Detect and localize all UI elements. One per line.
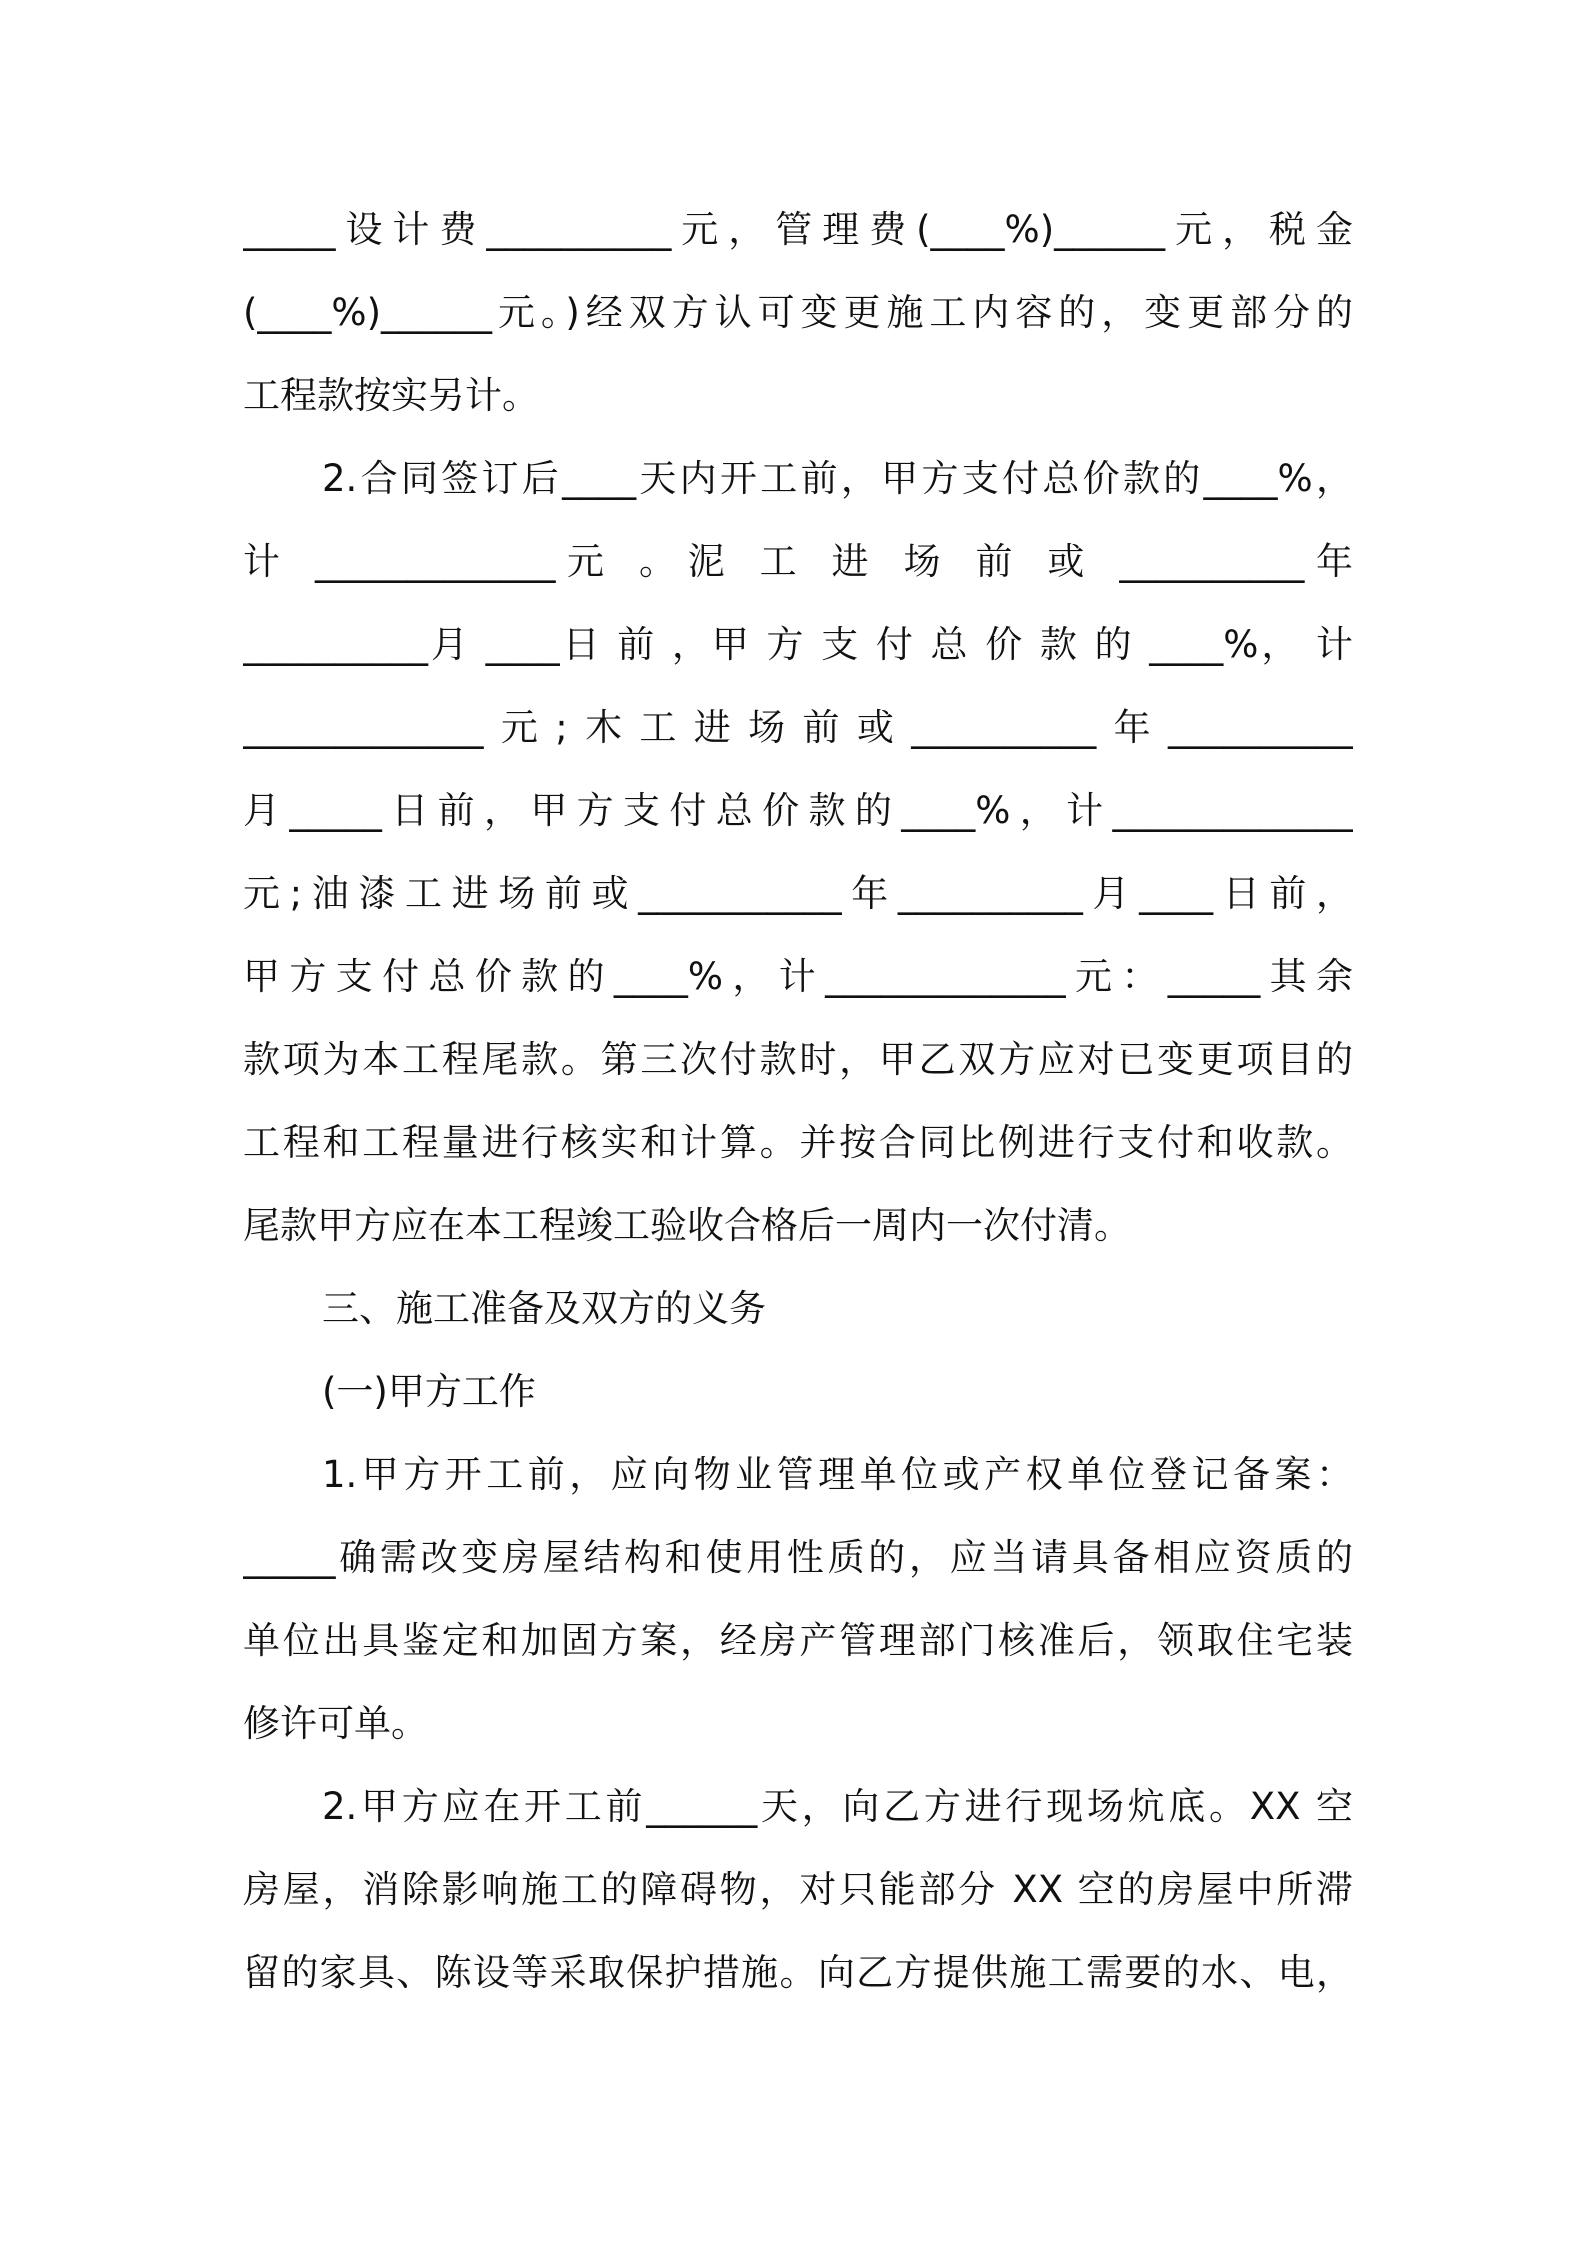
text-line: 尾款甲方应在本工程竣工验收合格后一周内一次付清。 xyxy=(243,1204,1131,1247)
text-line: 甲方支付总价款的____%，计_____________元：_____其余 xyxy=(243,955,1353,998)
text-line: 留的家具、陈设等采取保护措施。向乙方提供施工需要的水、电， xyxy=(243,1951,1353,1994)
text-line: (____%)______元。)经双方认可变更施工内容的，变更部分的 xyxy=(243,291,1353,334)
text-line: 元;油漆工进场前或___________年__________月____日前， xyxy=(243,872,1353,915)
text-line: 款项为本工程尾款。第三次付款时，甲乙双方应对已变更项目的 xyxy=(243,1038,1353,1081)
text-line: 2.合同签订后____天内开工前，甲方支付总价款的____%， xyxy=(322,457,1353,500)
text-line: _____设计费__________元，管理费(____%)______元，税金 xyxy=(243,208,1353,251)
text-line: 修许可单。 xyxy=(243,1702,428,1745)
text-line: 工程款按实另计。 xyxy=(243,374,539,417)
text-line: 工程和工程量进行核实和计算。并按合同比例进行支付和收款。 xyxy=(243,1121,1353,1164)
text-line: 房屋，消除影响施工的障碍物，对只能部分 XX 空的房屋中所滞 xyxy=(243,1868,1353,1911)
text-line: 1.甲方开工前，应向物业管理单位或产权单位登记备案： xyxy=(322,1453,1353,1496)
text-line: 单位出具鉴定和加固方案，经房产管理部门核准后，领取住宅装 xyxy=(243,1619,1353,1662)
section-heading: 三、施工准备及双方的义务 xyxy=(322,1287,766,1330)
text-line: 计 _____________元 。泥 工 进 场 前 或 __________年 xyxy=(243,540,1353,583)
text-line: 月_____日前，甲方支付总价款的____%，计_____________ xyxy=(243,789,1353,832)
text-line: __________月 ____日 前 ，甲 方 支 付 总 价 款 的 ____%， 计 xyxy=(243,623,1353,666)
text-line: 2.甲方应在开工前______天，向乙方进行现场炕底。XX 空 xyxy=(322,1785,1353,1828)
text-line: _____________元;木工进场前或__________年__________ xyxy=(243,706,1353,749)
text-line: _____确需改变房屋结构和使用性质的，应当请具备相应资质的 xyxy=(243,1536,1353,1579)
subsection-heading: (一)甲方工作 xyxy=(322,1370,536,1413)
